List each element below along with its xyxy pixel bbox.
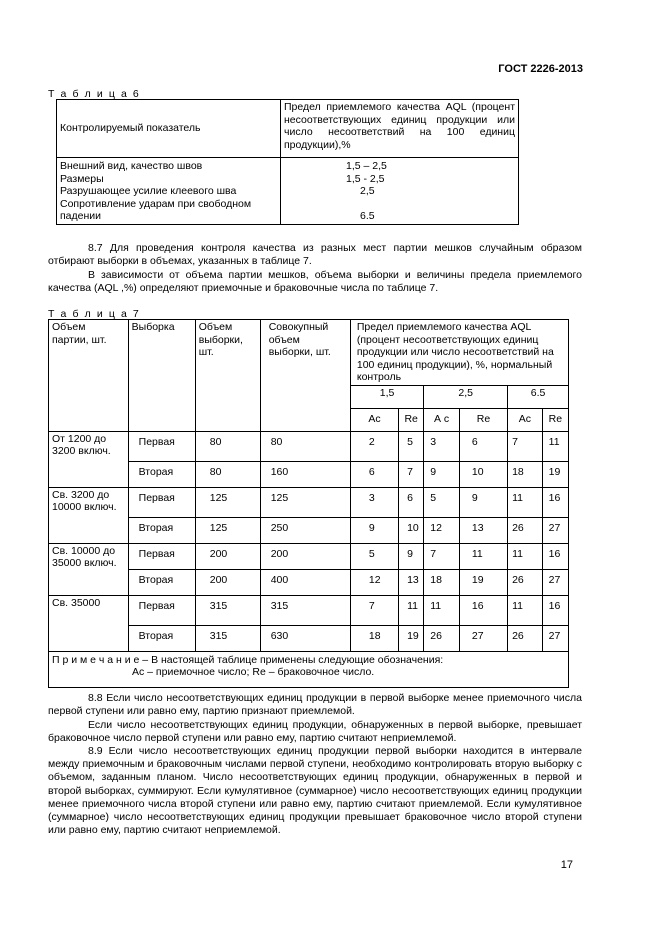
table7-cumulative-header: Совокупный объем выборки, шт. [260,320,350,432]
table7-value-cell: 9 [459,487,507,517]
table7-value-cell: 26 [508,625,543,651]
table7-row [49,431,569,461]
table7-value-cell: 16 [542,543,568,569]
table6 [56,99,519,225]
table6-row-name: Сопротивление ударам при свободном падении [60,197,252,222]
table6-row-name: Внешний вид, качество швов [60,160,203,172]
table7-value-cell: 11 [542,431,568,461]
table7-value-cell: 5 [424,487,460,517]
paragraph-8-9: 8.9 Если число несоответствующих единиц продукции первой выборки находится в интервале между приемочным и браковочным числами первой ступени, необходимо контролировать вторую выборку с объемом, заданным планом. Число несоответствующих единиц продукции, обнаруженных в первой и второй выборках, суммируют. Если кумулятивное (суммарное) число несоответствующих единиц продукции менее приемочного числа второй ступени или равно ему, партию считают приемлемой. Если кумулятивное (суммарное) число несоответствующих единиц продукции превышает браковочное число второй ступени или равно ему, партию считают неприемлемой. [48,745,582,837]
table7-value-cell: 27 [542,569,568,595]
table7-value-cell: 9 [424,461,460,487]
table7-size-header: Объем выборки, шт. [195,320,260,432]
table7-note-line1 [52,654,565,667]
table6-col1-header: Контролируемый показатель [57,100,281,158]
table7-value-cell: 6 [399,487,424,517]
page-number: 17 [560,859,573,871]
table7-value-cell: 10 [459,461,507,487]
table7-lot-header: Объем партии, шт. [49,320,129,432]
table7-value-cell: 9 [350,517,398,543]
table7-level-header: 6.5 [508,385,569,408]
table7-value-cell: 18 [424,569,460,595]
table7-value-cell: 6 [350,461,398,487]
table7-size-cell: 315 [195,625,260,651]
table7-value-cell: 27 [542,517,568,543]
table7-ac-header: А с [424,408,460,431]
table6-row-value: 1,5 – 2,5 [346,160,387,172]
table7-value-cell: 12 [350,569,398,595]
table7-value-cell: 9 [399,543,424,569]
table7-value-cell: 16 [542,487,568,517]
table7-size-cell: 200 [195,569,260,595]
paragraph-8-8: 8.8 Если число несоответствующих единиц продукции в первой выборке менее приемочного числа первой ступени или равно ему, партию признают приемлемой. [48,692,582,718]
table7-value-cell: 6 [459,431,507,461]
table7-value-cell: 5 [350,543,398,569]
table7-size-cell: 315 [195,595,260,625]
table7-note-row [49,651,569,687]
table7-value-cell: 13 [459,517,507,543]
table7-header-row [49,320,569,386]
table7-cumulative-cell: 80 [260,431,350,461]
table7-sample-cell: Вторая [128,461,195,487]
table7-value-cell: 18 [508,461,543,487]
table7-row [49,595,569,625]
table7-sample-cell: Вторая [128,517,195,543]
paragraph-8-7: 8.7 Для проведения контроля качества из разных мест партии мешков случайным образом отбирают выборки в объемах, указанных в таблице 7. [48,242,582,268]
table7-row [49,487,569,517]
table7-aql-header: Предел приемлемого качества AQL (процент несоответствующих единиц продукции или число несоответствий на 100 единиц продукции), %, нормальный контроль [350,320,568,386]
document-code: ГОСТ 2226-2013 [498,63,583,75]
table7-value-cell: 11 [508,487,543,517]
table7-value-cell: 16 [459,595,507,625]
table7-cumulative-cell: 160 [260,461,350,487]
table7-note-line2: Ас – приемочное число; Re – браковочное число. [132,666,375,678]
table7-size-cell: 80 [195,431,260,461]
table7-lot-cell: Св. 10000 до 35000 включ. [49,543,129,595]
table7-re-header: Re [459,408,507,431]
table7-cumulative-cell: 125 [260,487,350,517]
table7-note-text: – В настоящей таблице применены следующие обозначения: [139,653,444,666]
table7-re-header: Re [399,408,424,431]
table7-lot-cell: Св. 35000 [49,595,129,651]
table7-note-label: П р и м е ч а н и е [52,653,140,666]
table7-row [49,543,569,569]
table7-value-cell: 26 [508,517,543,543]
table6-values-cell [281,158,519,225]
table7-cumulative-cell: 250 [260,517,350,543]
table7-lot-cell: От 1200 до 3200 включ. [49,431,129,487]
table7-value-cell: 11 [459,543,507,569]
table7-sample-cell: Вторая [128,625,195,651]
table6-header-row [57,100,519,158]
table7-level-header: 2,5 [424,385,508,408]
table7-ac-header: Ac [508,408,543,431]
table7-value-cell: 3 [350,487,398,517]
table6-row-value: 2,5 [360,185,375,197]
table7-value-cell: 16 [542,595,568,625]
table6-col2-header: Предел приемлемого качества AQL (процент несоответствующих единиц продукции или число несоответствий на 100 единиц продукции),% [281,100,519,158]
table7-caption: Т а б л и ц а 7 [48,308,141,320]
table7-cumulative-cell: 400 [260,569,350,595]
table7-value-cell: 7 [399,461,424,487]
table7-value-cell: 26 [508,569,543,595]
table7-size-cell: 125 [195,487,260,517]
table7-note [49,651,569,687]
table7-sample-cell: Первая [128,543,195,569]
table7-value-cell: 11 [424,595,460,625]
table6-row-name: Размеры [60,172,104,185]
table7-value-cell: 11 [508,595,543,625]
table7-value-cell: 11 [508,543,543,569]
table7-cumulative-cell: 200 [260,543,350,569]
table6-body-row [57,158,519,225]
table7-value-cell: 27 [459,625,507,651]
table7-sample-cell: Первая [128,595,195,625]
table7-value-cell: 7 [350,595,398,625]
table7-value-cell: 26 [424,625,460,651]
table7-size-cell: 80 [195,461,260,487]
table7-value-cell: 27 [542,625,568,651]
table6-row-name: Разрушающее усилие клеевого шва [60,185,237,197]
table7-size-cell: 200 [195,543,260,569]
table7-value-cell: 12 [424,517,460,543]
table6-row-value: 1,5 - 2,5 [346,172,385,185]
table7-sample-header: Выборка [128,320,195,432]
table7-sample-cell: Вторая [128,569,195,595]
table7-value-cell: 19 [399,625,424,651]
table7-value-cell: 19 [459,569,507,595]
table7-cumulative-cell: 630 [260,625,350,651]
table7-sample-cell: Первая [128,431,195,461]
table7-value-cell: 3 [424,431,460,461]
table7-ac-header: Ac [350,408,398,431]
table7-value-cell: 13 [399,569,424,595]
table7-value-cell: 5 [399,431,424,461]
table7-sample-cell: Первая [128,487,195,517]
table7-cumulative-cell: 315 [260,595,350,625]
table7-body [49,431,569,651]
paragraph-8-7-continued: В зависимости от объема партии мешков, объема выборки и величины предела приемлемого качества (AQL ,%) определяют приемочные и браковочные числа по таблице 7. [48,269,582,295]
paragraph-8-8-continued: Если число несоответствующих единиц продукции, обнаруженных в первой выборке, превышает браковочное число первой ступени или равно ему, партию считают неприемлемой. [48,719,582,745]
table7-value-cell: 11 [399,595,424,625]
table7-value-cell: 10 [399,517,424,543]
table7-lot-cell: Св. 3200 до 10000 включ. [49,487,129,543]
table7-value-cell: 18 [350,625,398,651]
table7-value-cell: 2 [350,431,398,461]
table7-re-header: Re [542,408,568,431]
table7-value-cell: 7 [508,431,543,461]
table7-value-cell: 7 [424,543,460,569]
table7-value-cell: 19 [542,461,568,487]
table7-size-cell: 125 [195,517,260,543]
table7 [48,319,569,688]
table6-names-cell [57,158,281,225]
table6-row-value: 6.5 [360,209,375,222]
table7-level-header: 1,5 [350,385,423,408]
table6-caption: Т а б л и ц а 6 [48,88,141,100]
